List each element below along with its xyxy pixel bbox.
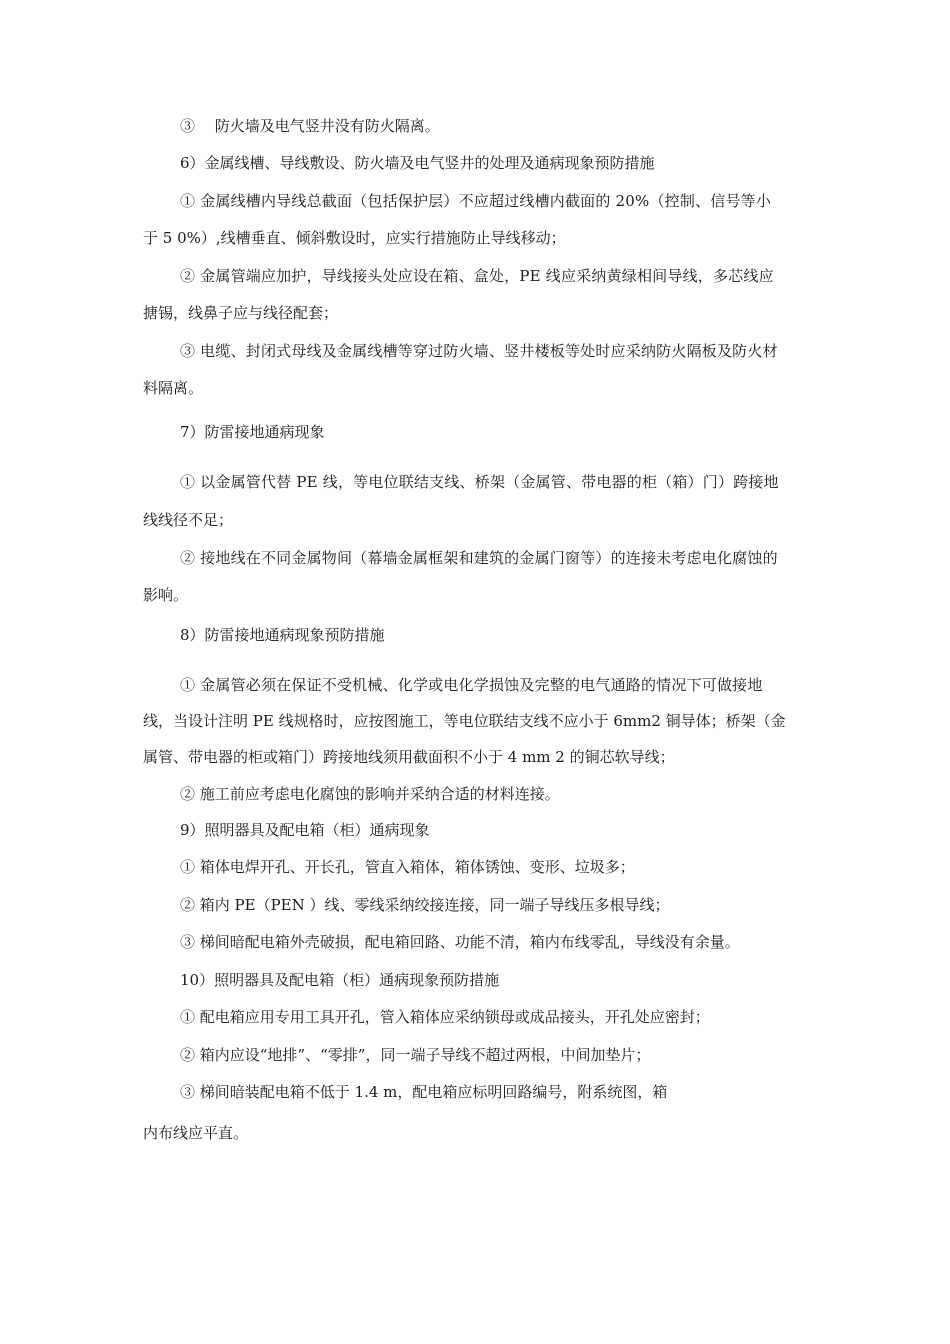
text-line: 属管、带电器的柜或箱门）跨接地线须用截面积不小于 4 mm 2 的铜芯软导线；	[143, 748, 675, 766]
text-line: ① 箱体电焊开孔、开长孔，管直入箱体，箱体锈蚀、变形、垃圾多；	[180, 858, 635, 876]
text-line: 内布线应平直。	[143, 1124, 249, 1142]
text-line: 影响。	[143, 586, 189, 604]
section-heading-10: 10）照明器具及配电箱（柜）通病现象预防措施	[180, 971, 500, 989]
text-line: 料隔离。	[143, 379, 204, 397]
text-line: ③ 梯间暗装配电箱不低于 1.4 m，配电箱应标明回路编号，附系统图，箱	[180, 1083, 668, 1101]
section-heading-7: 7）防雷接地通病现象	[180, 423, 325, 441]
text-line: ③ 梯间暗配电箱外壳破损，配电箱回路、功能不清，箱内布线零乱，导线没有余量。	[180, 933, 740, 951]
text-line: ① 金属线槽内导线总截面（包括保护层）不应超过线槽内截面的 20%（控制、信号等小	[180, 192, 772, 210]
text-line: 搪锡，线鼻子应与线径配套；	[143, 304, 339, 322]
text-line: ② 接地线在不同金属物间（幕墙金属框架和建筑的金属门窗等）的连接未考虑电化腐蚀的	[180, 549, 778, 567]
text-line: ② 施工前应考虑电化腐蚀的影响并采纳合适的材料连接。	[180, 785, 560, 803]
text-line: ② 箱内 PE（PEN ）线、零线采纳绞接连接，同一端子导线压多根导线；	[180, 896, 670, 914]
section-heading-6: 6）金属线槽、导线敷设、防火墙及电气竖井的处理及通病现象预防措施	[180, 154, 655, 172]
text-line: ① 配电箱应用专用工具开孔，管入箱体应采纳锁母或成品接头，开孔处应密封；	[180, 1008, 710, 1026]
text-line: 于 5 0%）,线槽垂直、倾斜敷设时，应实行措施防止导线移动；	[143, 229, 566, 247]
text-line: ③ 电缆、封闭式母线及金属线槽等穿过防火墙、竖井楼板等处时应采纳防火隔板及防火材	[180, 342, 778, 360]
text-line: ② 箱内应设“地排”、“零排”，同一端子导线不超过两根，中间加垫片；	[180, 1046, 651, 1064]
text-line: 线线径不足；	[143, 511, 234, 529]
text-line: ① 金属管必须在保证不受机械、化学或电化学损蚀及完整的电气通路的情况下可做接地	[180, 676, 763, 694]
section-heading-9: 9）照明器具及配电箱（柜）通病现象	[180, 821, 430, 839]
section-heading-8: 8）防雷接地通病现象预防措施	[180, 626, 385, 644]
text-line: ② 金属管端应加护，导线接头处应设在箱、盒处，PE 线应采纳黄绿相间导线，多芯线应	[180, 267, 774, 285]
text-line: ① 以金属管代替 PE 线，等电位联结支线、桥架（金属管、带电器的柜（箱）门）跨接地	[180, 473, 779, 491]
text-line: 线，当设计注明 PE 线规格时，应按图施工，等电位联结支线不应小于 6mm2 铜导体；桥架（金	[143, 712, 786, 730]
text-line: ③ 防火墙及电气竖井没有防火隔离。	[180, 117, 440, 135]
